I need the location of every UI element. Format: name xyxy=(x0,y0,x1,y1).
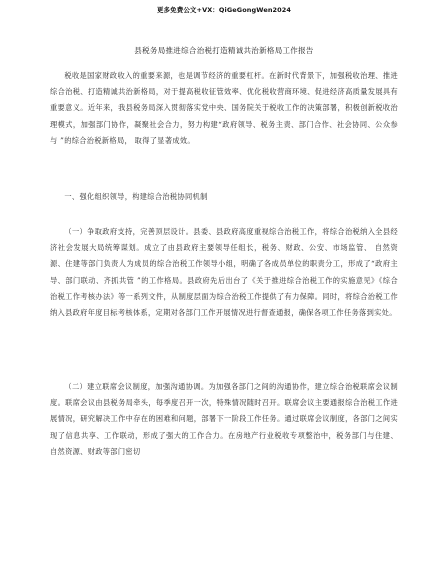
section-1-paragraph-2-block xyxy=(50,379,398,460)
section-1-paragraph-1-block xyxy=(50,224,398,321)
promo-banner: 更多免费公文+VX：QiGeGongWen2024 xyxy=(156,6,292,14)
section-1-paragraph-2: （二）建立联席会议制度，加强沟通协调。为加强各部门之间的沟通协作，建立综合治税联席会议制度。联席会议由县税务局牵头，每季度召开一次，特殊情况随时召开。联席会议主要通报综合治税工作进展情况，研究解决工作中存在的困难和问题，部署下一阶段工作任务。通过联席会议制度，各部门之间实现了信息共享、工作联动，形成了强大的工作合力。在房地产行业税收专项整治中，税务部门与住建、 自然资源、财政等部门密切 xyxy=(50,382,398,456)
section-1-heading: 一、强化组织领导，构建综合治税协同机制 xyxy=(64,192,208,201)
intro-paragraph-block xyxy=(50,68,398,149)
document-title: 县税务局推进综合治税打造精诚共治新格局工作报告 xyxy=(134,46,314,55)
section-1-paragraph-1: （一）争取政府支持，完善顶层设计。县委、县政府高度重视综合治税工作，将综合治税纳入全县经济社会发展大局统筹谋划。成立了由县政府主要领导任组长，税务、财政、公安、市场监管、 自然资源、住建等部门负责人为成员的综合治税工作领导小组，明确了各成员单位的职责分工，形成了“政府主导、部门联动、齐抓共管 ”的工作格局。县政府先后出台了《关于推进综合治税工作的实施意见》《综合治税工作考核办法》等一系列文件，从制度层面为综合治税工作提供了有力保障。同时，将综合治税工作纳入县政府年度目标考核体系，定期对各部门工作开展情况进行督查通报，确保各项工作任务落到实处。 xyxy=(50,227,398,318)
section-heading-block xyxy=(50,189,398,205)
intro-paragraph: 税收是国家财政收入的重要来源，也是调节经济的重要杠杆。在新时代背景下，加强税收治理、推进综合治税、打造精诚共治新格局，对于提高税收征管效率、优化税收营商环境、促进经济高质量发展具有重要意义。近年来，我县税务局深入贯彻落实党中央、国务院关于税收工作的决策部署，积极创新税收治理模式，加强部门协作，凝聚社会合力，努力构建“政府领导、税务主责、部门合作、社会协同、公众参与 ”的综合治税新格局， 取得了显著成效。 xyxy=(50,71,398,145)
